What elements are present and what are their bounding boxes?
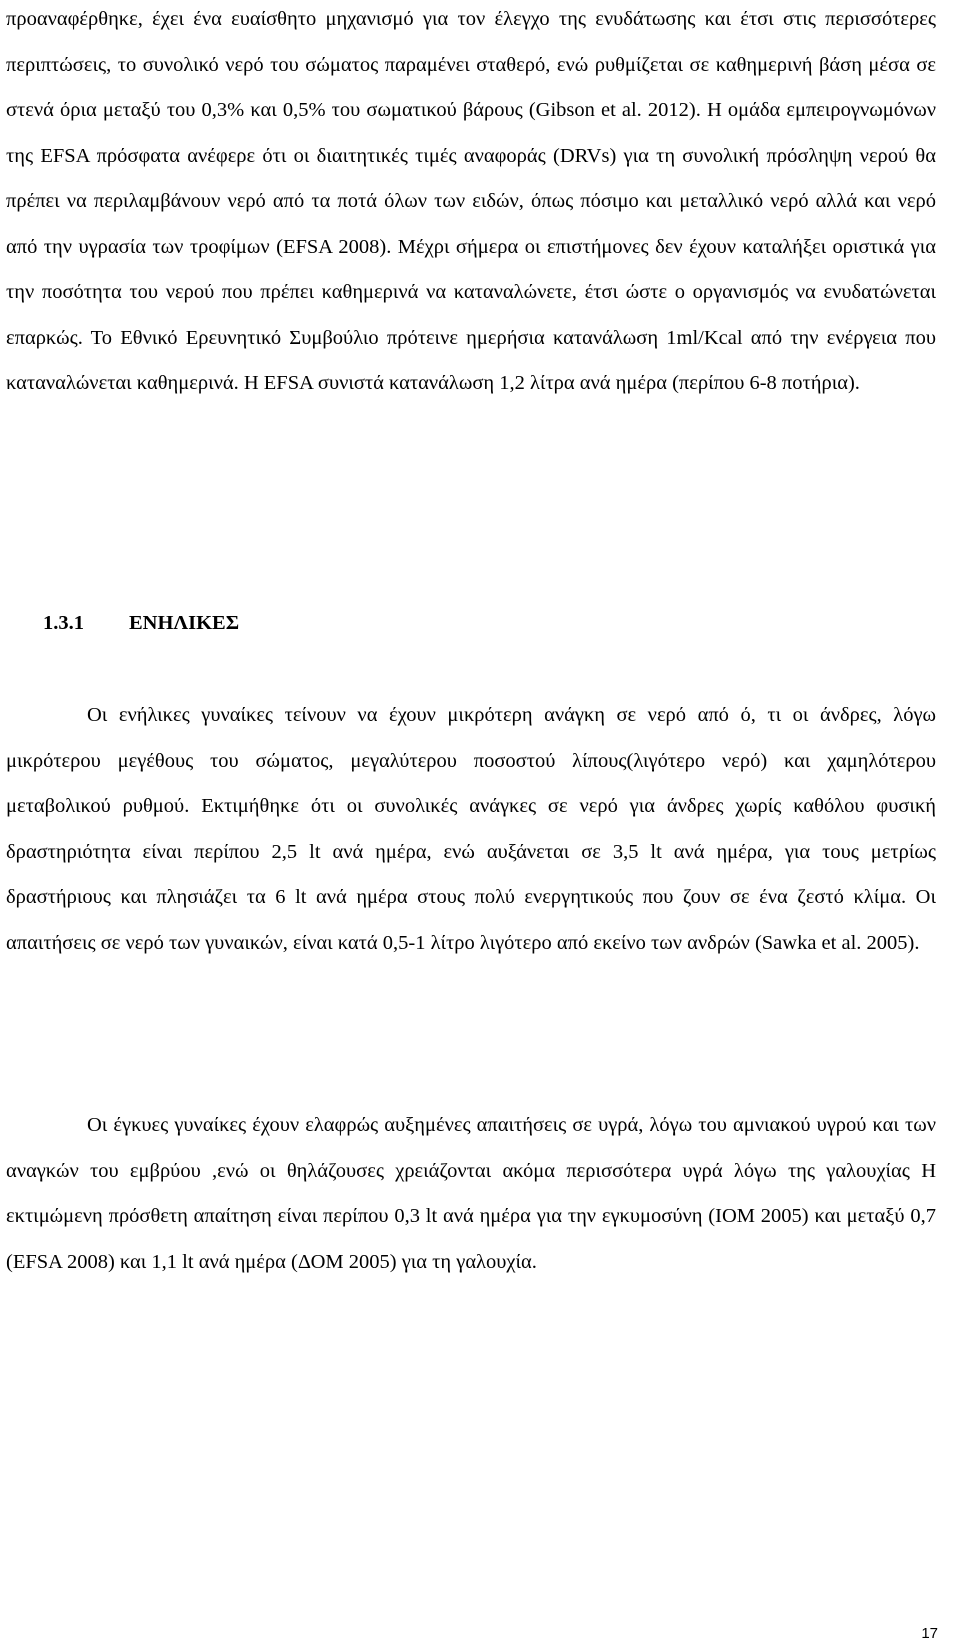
section-heading xyxy=(43,612,239,635)
paragraph-adults: Οι ενήλικες γυναίκες τείνουν να έχουν μικρότερη ανάγκη σε νερό από ό, τι οι άνδρες, λόγω μικρότερου μεγέθους του σώματος, μεγαλύτερου ποσοστού λίπους(λιγότερο νερό) και χαμηλότερου μεταβολικού ρυθμού. Εκτιμήθηκε ότι οι συνολικές ανάγκες σε νερό για άνδρες χωρίς καθόλου φυσική δραστηριότητα είναι περίπου 2,5 lt ανά ημέρα, ενώ αυξάνεται σε 3,5 lt ανά ημέρα, για τους μετρίως δραστήριους και πλησιάζει τα 6 lt ανά ημέρα στους πολύ ενεργητικούς που ζουν σε ένα ζεστό κλίμα. Οι απαιτήσεις σε νερό των γυναικών, είναι κατά 0,5-1 λίτρο λιγότερο από εκείνο των ανδρών (Sawka et al. 2005). xyxy=(6,704,936,954)
section-number: 1.3.1 xyxy=(43,612,84,634)
paragraph-pregnant: Οι έγκυες γυναίκες έχουν ελαφρώς αυξημένες απαιτήσεις σε υγρά, λόγω του αμνιακού υγρού και των αναγκών του εμβρύου ,ενώ οι θηλάζουσες χρειάζονται ακόμα περισσότερα υγρά λόγω της γαλουχίας Η εκτιμώμενη πρόσθετη απαίτηση είναι περίπου 0,3 lt ανά ημέρα για την εγκυμοσύνη (IOM 2005) και μεταξύ 0,7 (EFSA 2008) και 1,1 lt ανά ημέρα (ΔΟΜ 2005) για τη γαλουχία. xyxy=(6,1114,936,1273)
page-number: 17 xyxy=(921,1625,938,1642)
section-title: ΕΝΗΛΙΚΕΣ xyxy=(129,612,240,634)
paragraph-intro: προαναφέρθηκε, έχει ένα ευαίσθητο μηχανισμό για τον έλεγχο της ενυδάτωσης και έτσι στις περισσότερες περιπτώσεις, το συνολικό νερό του σώματος παραμένει σταθερό, ενώ ρυθμίζεται σε καθημερινή βάση μέσα σε στενά όρια μεταξύ του 0,3% και 0,5% του σωματικού βάρους (Gibson et al. 2012). Η ομάδα εμπειρογνωμόνων της EFSA πρόσφατα ανέφερε ότι οι διαιτητικές τιμές αναφοράς (DRVs) για τη συνολική πρόσληψη νερού θα πρέπει να περιλαμβάνουν νερό από τα ποτά όλων των ειδών, όπως πόσιμο και μεταλλικό νερό αλλά και νερό από την υγρασία των τροφίμων (EFSA 2008). Μέχρι σήμερα οι επιστήμονες δεν έχουν καταλήξει οριστικά για την ποσότητα του νερού που πρέπει καθημερινά να καταναλώνετε, έτσι ώστε ο οργανισμός να ενυδατώνεται επαρκώς. Το Εθνικό Ερευνητικό Συμβούλιο πρότεινε ημερήσια κατανάλωση 1ml/Kcal από την ενέργεια που καταναλώνεται καθημερινά. Η EFSA συνιστά κατανάλωση 1,2 λίτρα ανά ημέρα (περίπου 6-8 ποτήρια). xyxy=(6,8,936,394)
